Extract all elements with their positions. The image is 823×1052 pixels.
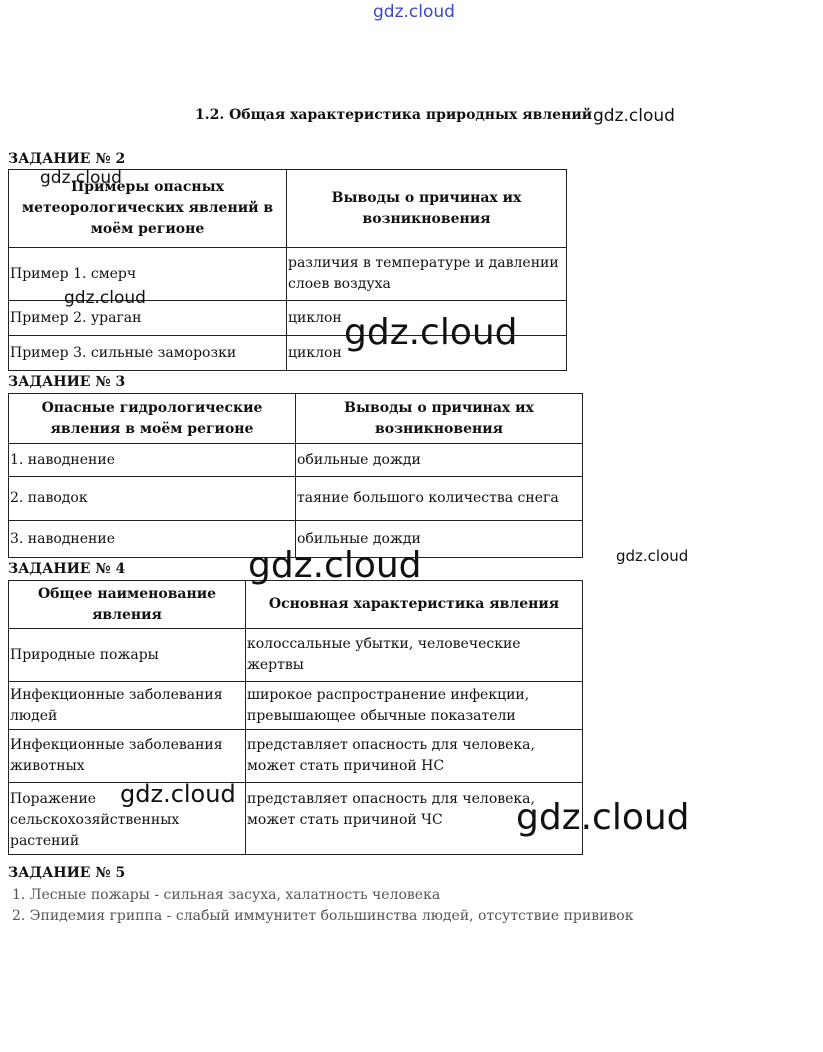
- header-cell: Опасные гидрологические явления в моём регионе: [9, 394, 296, 444]
- table-cell: Пример 3. сильные заморозки: [9, 336, 287, 371]
- table-header-row: [9, 394, 583, 444]
- page-title: 1.2. Общая характеристика природных явлений: [195, 107, 593, 123]
- table-cell: представляет опасность для человека, может стать причиной НС: [246, 730, 583, 783]
- table-row: [9, 730, 583, 783]
- table-row: [9, 629, 583, 682]
- watermark: gdz.cloud: [248, 545, 422, 586]
- list-item: 2. Эпидемия гриппа - слабый иммунитет большинства людей, отсутствие прививок: [12, 908, 634, 924]
- table-cell: 2. паводок: [9, 477, 296, 521]
- table-cell: Инфекционные заболевания людей: [9, 682, 246, 730]
- header-cell: Выводы о причинах их возникновения: [287, 170, 567, 248]
- watermark: gdz.cloud: [40, 168, 122, 188]
- header-cell: Основная характеристика явления: [246, 581, 583, 629]
- task-2-heading: ЗАДАНИЕ № 2: [8, 151, 126, 167]
- table-cell: Пример 2. ураган: [9, 301, 287, 336]
- table-header-row: [9, 581, 583, 629]
- task-5-heading: ЗАДАНИЕ № 5: [8, 865, 126, 881]
- task-4-table: [8, 580, 583, 855]
- task-3-heading: ЗАДАНИЕ № 3: [8, 374, 126, 390]
- table-cell: обильные дожди: [296, 444, 583, 477]
- table-cell: представляет опасность для человека, может стать причиной ЧС: [246, 783, 583, 855]
- list-item: 1. Лесные пожары - сильная засуха, халатность человека: [12, 887, 441, 903]
- watermark: gdz.cloud: [344, 312, 518, 353]
- watermark: gdz.cloud: [120, 780, 236, 808]
- table-cell: циклон: [287, 336, 567, 371]
- watermark: gdz.cloud: [593, 106, 675, 126]
- table-row: [9, 783, 583, 855]
- table-cell: 1. наводнение: [9, 444, 296, 477]
- table-cell: колоссальные убытки, человеческие жертвы: [246, 629, 583, 682]
- watermark: gdz.cloud: [516, 797, 690, 838]
- task-3-table: [8, 393, 583, 558]
- watermark: gdz.cloud: [64, 288, 146, 308]
- table-cell: Пример 1. смерч: [9, 248, 287, 301]
- table-cell: широкое распространение инфекции, превышающее обычные показатели: [246, 682, 583, 730]
- table-cell: Поражение сельскохозяйственных растений: [9, 783, 246, 855]
- table-cell: 3. наводнение: [9, 521, 296, 558]
- header-cell: Общее наименование явления: [9, 581, 246, 629]
- table-row: [9, 477, 583, 521]
- table-row: [9, 444, 583, 477]
- watermark-top: gdz.cloud: [373, 2, 455, 22]
- table-cell: таяние большого количества снега: [296, 477, 583, 521]
- table-cell: обильные дожди: [296, 521, 583, 558]
- header-cell: Выводы о причинах их возникновения: [296, 394, 583, 444]
- table-cell: различия в температуре и давлении слоев воздуха: [287, 248, 567, 301]
- table-row: [9, 682, 583, 730]
- table-cell: Природные пожары: [9, 629, 246, 682]
- table-cell: циклон: [287, 301, 567, 336]
- table-cell: Инфекционные заболевания животных: [9, 730, 246, 783]
- header-cell: Примеры опасных метеорологических явлений в моём регионе: [9, 170, 287, 248]
- watermark: gdz.cloud: [616, 547, 689, 565]
- task-4-heading: ЗАДАНИЕ № 4: [8, 561, 126, 577]
